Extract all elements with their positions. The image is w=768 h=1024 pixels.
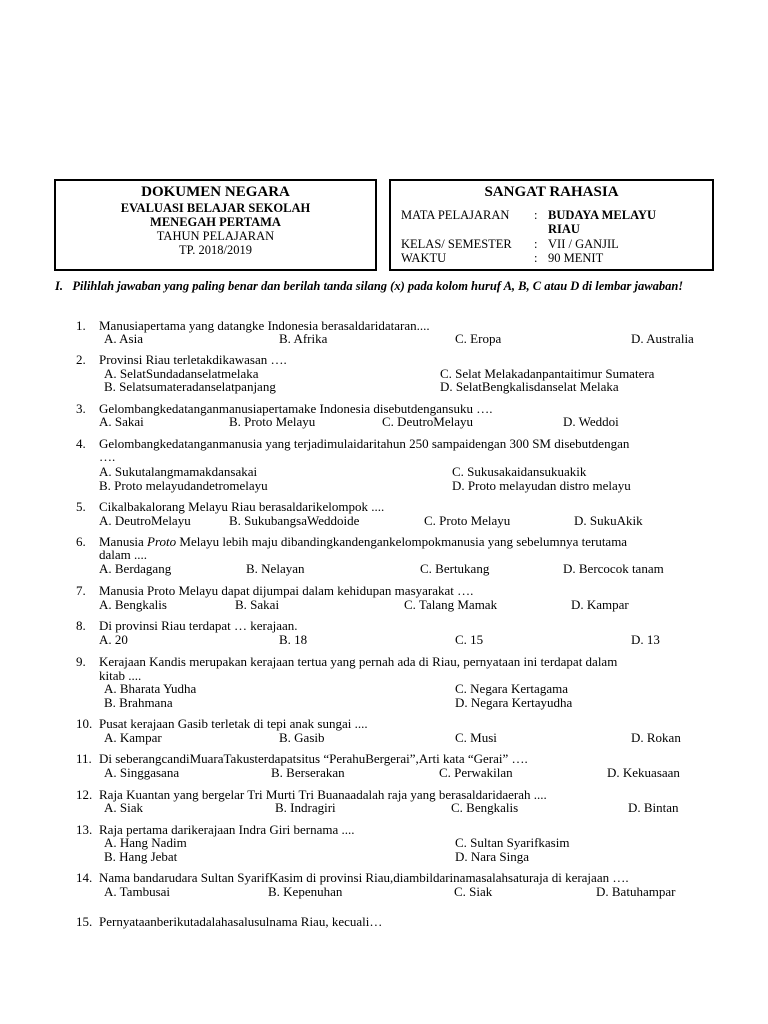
option-c: C. Sultan Syarifkasim bbox=[455, 835, 570, 850]
question-text: Gelombangkedatanganmanusia yang terjadimulaidaritahun 250 sampaidengan 300 SM disebutdengan bbox=[99, 436, 630, 451]
option-c: C. DeutroMelayu bbox=[382, 414, 473, 429]
option-b: B. Sakai bbox=[235, 597, 280, 612]
option-a: A. Berdagang bbox=[99, 561, 172, 576]
option-d: D. Bercocok tanam bbox=[563, 561, 664, 576]
option-b: B. Berserakan bbox=[271, 765, 345, 780]
question-text: Pusat kerajaan Gasib terletak di tepi anak sungai .... bbox=[99, 716, 368, 731]
option-d: D. Bintan bbox=[628, 800, 679, 815]
subject-value-cont: RIAU bbox=[548, 222, 580, 236]
option-a: A. SelatSundadanselatmelaka bbox=[104, 366, 259, 381]
question-text: Pernyataanberikutadalahasalusulnama Riau, kecuali… bbox=[99, 914, 383, 929]
question-number: 13. bbox=[76, 822, 93, 837]
question-text: Cikalbakalorang Melayu Riau berasaldarikelompok .... bbox=[99, 499, 385, 514]
option-a: A. Siak bbox=[104, 800, 143, 815]
option-c: C. Eropa bbox=[455, 331, 502, 346]
question-text-cont: dalam .... bbox=[99, 547, 148, 562]
question-number: 15. bbox=[76, 914, 93, 929]
question-number: 11. bbox=[76, 751, 92, 766]
time-value: 90 MENIT bbox=[548, 251, 604, 265]
option-d: D. Proto melayudan distro melayu bbox=[452, 478, 631, 493]
question-number: 9. bbox=[76, 654, 86, 669]
option-d: D. Kampar bbox=[571, 597, 629, 612]
option-a: A. DeutroMelayu bbox=[99, 513, 191, 528]
option-c: C. Bengkalis bbox=[451, 800, 519, 815]
subject-value: BUDAYA MELAYU bbox=[548, 208, 657, 222]
option-a: A. Sukutalangmamakdansakai bbox=[99, 464, 258, 479]
option-d: D. Nara Singa bbox=[455, 849, 530, 864]
option-b: B. Afrika bbox=[279, 331, 328, 346]
exam-title-line1: EVALUASI BELAJAR SEKOLAH bbox=[120, 201, 311, 215]
option-d: D. Australia bbox=[631, 331, 694, 346]
option-b: B. Kepenuhan bbox=[268, 884, 343, 899]
academic-year-label: TAHUN PELAJARAN bbox=[156, 229, 275, 243]
colon: : bbox=[534, 251, 538, 265]
header-right-box bbox=[389, 179, 714, 271]
question-number: 8. bbox=[76, 618, 86, 633]
option-d: D. Kekuasaan bbox=[607, 765, 680, 780]
option-c: C. Siak bbox=[454, 884, 493, 899]
colon: : bbox=[534, 237, 538, 251]
question-number: 5. bbox=[76, 499, 86, 514]
question-text-part: Melayu lebih maju dibandingkandengankelompokmanusia yang sebelumnya terutama bbox=[176, 534, 628, 549]
exam-title-line2: MENEGAH PERTAMA bbox=[150, 215, 281, 229]
question-number: 10. bbox=[76, 716, 93, 731]
question-number: 1. bbox=[76, 318, 86, 333]
option-b: B. Indragiri bbox=[275, 800, 336, 815]
question-text: Provinsi Riau terletakdikawasan …. bbox=[99, 352, 287, 367]
instruction-text: Pilihlah jawaban yang paling benar dan berilah tanda silang (x) pada kolom huruf A, B, C atau D di lembar jawaban! bbox=[72, 279, 684, 293]
question-text-cont: kitab .... bbox=[99, 668, 142, 683]
option-d: D. Rokan bbox=[631, 730, 681, 745]
option-b: B. Proto Melayu bbox=[229, 414, 316, 429]
question-text: Kerajaan Kandis merupakan kerajaan tertua yang pernah ada di Riau, pernyataan ini terdapat dalam bbox=[99, 654, 618, 669]
question-text: Manusia Proto Melayu dapat dijumpai dalam kehidupan masyarakat …. bbox=[99, 583, 474, 598]
option-c: C. Talang Mamak bbox=[404, 597, 498, 612]
question-number: 7. bbox=[76, 583, 86, 598]
question-number: 14. bbox=[76, 870, 93, 885]
option-c: C. Perwakilan bbox=[439, 765, 513, 780]
question-text: Manusiapertama yang datangke Indonesia berasaldaridataran.... bbox=[99, 318, 430, 333]
header-left-box bbox=[54, 179, 377, 271]
classification-title: SANGAT RAHASIA bbox=[484, 184, 619, 200]
exam-meta bbox=[401, 209, 711, 269]
option-d: D. SelatBengkalisdanselat Melaka bbox=[440, 379, 619, 394]
question-number: 3. bbox=[76, 401, 86, 416]
option-c: C. Bertukang bbox=[420, 561, 490, 576]
option-d: D. Weddoi bbox=[563, 414, 619, 429]
question-text: Gelombangkedatanganmanusiapertamake Indonesia disebutdengansuku …. bbox=[99, 401, 493, 416]
option-d: D. SukuAkik bbox=[574, 513, 643, 528]
question-number: 2. bbox=[76, 352, 86, 367]
option-b: B. Proto melayudandetromelayu bbox=[99, 478, 268, 493]
question-text-part: Manusia bbox=[99, 534, 148, 549]
question-number: 4. bbox=[76, 436, 86, 451]
colon: : bbox=[534, 208, 538, 222]
option-c: C. Sukusakaidansukuakik bbox=[452, 464, 587, 479]
option-c: C. Proto Melayu bbox=[424, 513, 511, 528]
option-a: A. Bengkalis bbox=[99, 597, 167, 612]
option-b: B. Hang Jebat bbox=[104, 849, 178, 864]
class-value: VII / GANJIL bbox=[548, 237, 619, 251]
option-c: C. Selat Melakadanpantaitimur Sumatera bbox=[440, 366, 655, 381]
option-b: B. Selatsumateradanselatpanjang bbox=[104, 379, 276, 394]
option-d: D. Batuhampar bbox=[596, 884, 676, 899]
academic-year-value: TP. 2018/2019 bbox=[179, 243, 252, 257]
option-a: A. Bharata Yudha bbox=[104, 681, 197, 696]
option-c: C. Musi bbox=[455, 730, 497, 745]
option-b: B. Brahmana bbox=[104, 695, 173, 710]
question-text-cont: …. bbox=[99, 449, 116, 464]
option-b: B. 18 bbox=[279, 632, 308, 647]
question-text bbox=[99, 535, 627, 549]
question-text: Di seberangcandiMuaraTakusterdapatsitus “PerahuBergerai”,Arti kata “Gerai” …. bbox=[99, 751, 528, 766]
document-title: DOKUMEN NEGARA bbox=[141, 184, 290, 200]
option-b: B. SukubangsaWeddoide bbox=[229, 513, 360, 528]
option-a: A. Hang Nadim bbox=[104, 835, 187, 850]
option-c: C. Negara Kertagama bbox=[455, 681, 568, 696]
question-text: Raja pertama darikerajaan Indra Giri bernama .... bbox=[99, 822, 355, 837]
option-b: B. Nelayan bbox=[246, 561, 305, 576]
question-text: Raja Kuantan yang bergelar Tri Murti Tri Buanaadalah raja yang berasaldaridaerah .... bbox=[99, 787, 547, 802]
instruction bbox=[55, 276, 717, 296]
option-a: A. Sakai bbox=[99, 414, 144, 429]
question-text: Di provinsi Riau terdapat … kerajaan. bbox=[99, 618, 298, 633]
option-a: A. 20 bbox=[99, 632, 128, 647]
question-number: 6. bbox=[76, 534, 86, 549]
option-a: A. Asia bbox=[104, 331, 143, 346]
option-c: C. 15 bbox=[455, 632, 484, 647]
option-a: A. Singgasana bbox=[104, 765, 180, 780]
class-label: KELAS/ SEMESTER bbox=[401, 237, 512, 251]
option-d: D. 13 bbox=[631, 632, 660, 647]
option-a: A. Tambusai bbox=[104, 884, 171, 899]
question-text-italic: Proto bbox=[147, 534, 177, 549]
option-d: D. Negara Kertayudha bbox=[455, 695, 573, 710]
subject-label: MATA PELAJARAN bbox=[401, 208, 510, 222]
option-b: B. Gasib bbox=[279, 730, 325, 745]
time-label: WAKTU bbox=[401, 251, 447, 265]
instruction-number: I. bbox=[55, 279, 63, 293]
question-text: Nama bandarudara Sultan SyarifKasim di provinsi Riau,diambildarinamasalahsaturaja di kerajaan …. bbox=[99, 870, 629, 885]
option-a: A. Kampar bbox=[104, 730, 162, 745]
question-number: 12. bbox=[76, 787, 93, 802]
